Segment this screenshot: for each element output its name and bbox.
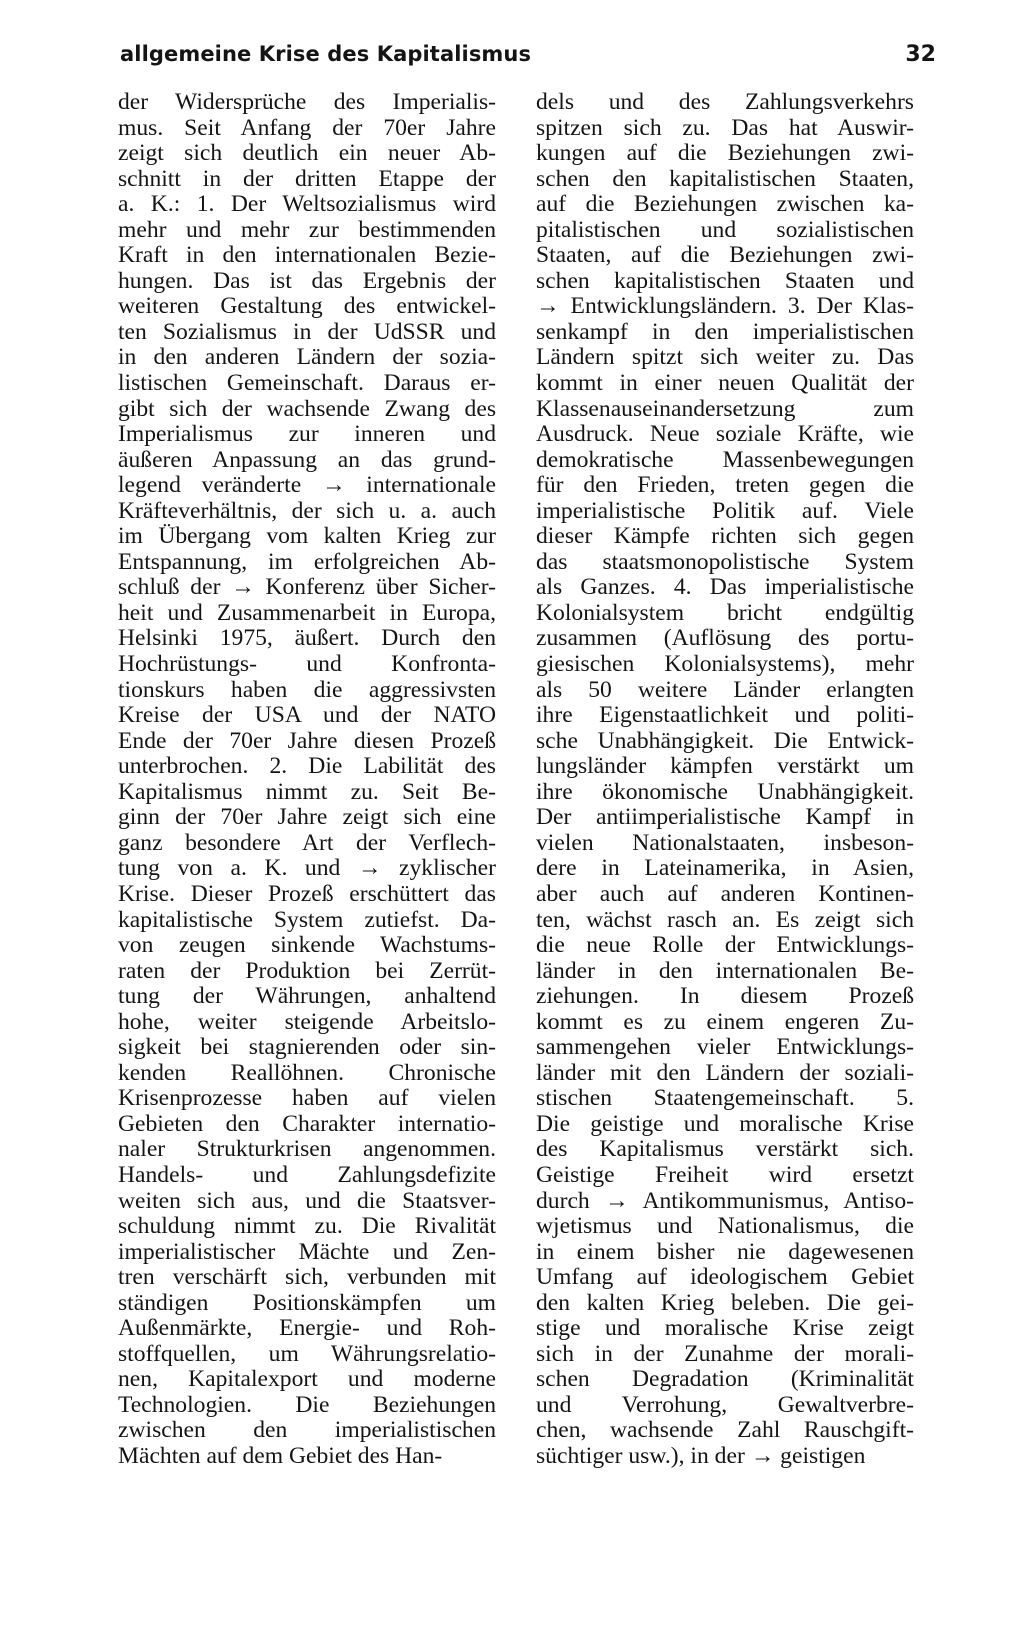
page-number: 32	[905, 42, 936, 67]
text-line: äußeren Anpassung an das grund-	[118, 446, 496, 473]
text-line: spitzen sich zu. Das hat Auswir-	[536, 114, 914, 141]
text-line: kapitalistische System zutiefst. Da-	[118, 906, 496, 933]
text-line: Ausdruck. Neue soziale Kräfte, wie	[536, 421, 914, 448]
text-line: ginn der 70er Jahre zeigt sich eine	[118, 804, 496, 831]
text-line: Staaten, auf die Beziehungen zwi-	[536, 242, 914, 269]
text-line: sich in der Zunahme der morali-	[536, 1340, 914, 1367]
text-line: Imperialismus zur inneren und	[118, 421, 496, 448]
text-line: Entspannung, im erfolgreichen Ab-	[118, 548, 496, 575]
text-line: schen den kapitalistischen Staaten,	[536, 165, 914, 192]
text-line: Gebieten den Charakter internatio-	[118, 1110, 496, 1137]
text-line: der Widersprüche des Imperialis-	[118, 89, 496, 115]
text-line: zusammen (Auflösung des portu-	[536, 625, 914, 652]
text-line: Kräfteverhältnis, der sich u. a. auch	[118, 497, 496, 524]
text-line: die neue Rolle der Entwicklungs-	[536, 932, 914, 959]
text-line: imperialistische Politik auf. Viele	[536, 497, 914, 524]
text-line: Krise. Dieser Prozeß erschüttert das	[118, 880, 496, 907]
text-line: hohe, weiter steigende Arbeitslo-	[118, 1008, 496, 1035]
text-line: schluß der → Konferenz über Sicher-	[118, 574, 496, 601]
text-line: als Ganzes. 4. Das imperialistische	[536, 574, 914, 601]
text-line: ihre ökonomische Unabhängigkeit.	[536, 778, 914, 805]
text-line: kommt es zu einem engeren Zu-	[536, 1008, 914, 1035]
text-line: dels und des Zahlungsverkehrs	[536, 89, 914, 115]
text-line: Mächten auf dem Gebiet des Han-	[118, 1442, 443, 1469]
text-line: tung von a. K. und → zyklischer	[118, 855, 496, 882]
text-line: stige und moralische Krise zeigt	[536, 1315, 914, 1342]
text-line: schnitt in der dritten Etappe der	[118, 165, 496, 192]
text-line: und Verrohung, Gewaltverbre-	[536, 1391, 914, 1418]
text-line: demokratische Massenbewegungen	[536, 446, 914, 473]
text-line: tung der Währungen, anhaltend	[118, 983, 496, 1010]
text-line: Kreise der USA und der NATO	[118, 702, 496, 729]
text-line: in einem bisher nie dagewesenen	[536, 1238, 914, 1265]
text-line: ständigen Positionskämpfen um	[118, 1289, 496, 1316]
text-line: mus. Seit Anfang der 70er Jahre	[118, 114, 496, 141]
text-line: des Kapitalismus verstärkt sich.	[536, 1136, 914, 1163]
text-column-left	[118, 90, 496, 1470]
text-line: imperialistischer Mächte und Zen-	[118, 1238, 496, 1265]
text-line: auf die Beziehungen zwischen ka-	[536, 191, 914, 218]
text-line: Technologien. Die Beziehungen	[118, 1391, 496, 1418]
text-line: schen kapitalistischen Staaten und	[536, 267, 914, 294]
text-line: als 50 weitere Länder erlangten	[536, 676, 914, 703]
text-line: zeigt sich deutlich ein neuer Ab-	[118, 140, 496, 167]
text-line: Krisenprozesse haben auf vielen	[118, 1085, 496, 1112]
text-line: stischen Staatengemeinschaft. 5.	[536, 1085, 914, 1112]
text-line: unterbrochen. 2. Die Labilität des	[118, 753, 496, 780]
text-line: giesischen Kolonialsystems), mehr	[536, 651, 914, 678]
text-line: → Entwicklungsländern. 3. Der Klas-	[536, 293, 914, 320]
text-line: mehr und mehr zur bestimmenden	[118, 216, 496, 243]
text-line: Handels- und Zahlungsdefizite	[118, 1161, 496, 1188]
text-line: naler Strukturkrisen angenommen.	[118, 1136, 496, 1163]
text-line: wjetismus und Nationalismus, die	[536, 1213, 914, 1240]
text-line: a. K.: 1. Der Weltsozialismus wird	[118, 191, 496, 218]
text-line: senkampf in den imperialistischen	[536, 318, 914, 345]
text-line: hungen. Das ist das Ergebnis der	[118, 267, 496, 294]
text-line: Die geistige und moralische Krise	[536, 1110, 914, 1137]
text-line: Ländern spitzt sich weiter zu. Das	[536, 344, 914, 371]
text-line: pitalistischen und sozialistischen	[536, 216, 914, 243]
text-line: durch → Antikommunismus, Antiso-	[536, 1187, 914, 1214]
text-line: Außenmärkte, Energie- und Roh-	[118, 1315, 496, 1342]
text-line: nen, Kapitalexport und moderne	[118, 1366, 496, 1393]
text-line: kommt in einer neuen Qualität der	[536, 370, 914, 397]
text-line: Klassenauseinandersetzung zum	[536, 395, 914, 422]
text-line: in den anderen Ländern der sozia-	[118, 344, 496, 371]
text-line: Helsinki 1975, äußert. Durch den	[118, 625, 496, 652]
text-line: weiteren Gestaltung des entwickel-	[118, 293, 496, 320]
text-line: legend veränderte → internationale	[118, 472, 496, 499]
text-line: Kraft in den internationalen Bezie-	[118, 242, 496, 269]
running-head: allgemeine Krise des Kapitalismus	[120, 42, 532, 66]
text-line: Umfang auf ideologischem Gebiet	[536, 1264, 914, 1291]
text-line: für den Frieden, treten gegen die	[536, 472, 914, 499]
text-line: sammengehen vieler Entwicklungs-	[536, 1034, 914, 1061]
text-line: vielen Nationalstaaten, insbeson-	[536, 829, 914, 856]
text-line: süchtiger usw.), in der → geistigen	[536, 1442, 866, 1469]
text-line: im Übergang vom kalten Krieg zur	[118, 523, 496, 550]
text-line: kungen auf die Beziehungen zwi-	[536, 140, 914, 167]
text-line: listischen Gemeinschaft. Daraus er-	[118, 370, 496, 397]
text-line: ten Sozialismus in der UdSSR und	[118, 318, 496, 345]
text-line: schuldung nimmt zu. Die Rivalität	[118, 1213, 496, 1240]
text-line: den kalten Krieg beleben. Die gei-	[536, 1289, 914, 1316]
text-line: Ende der 70er Jahre diesen Prozeß	[118, 727, 496, 754]
text-line: ziehungen. In diesem Prozeß	[536, 983, 914, 1010]
text-line: sigkeit bei stagnierenden oder sin-	[118, 1034, 496, 1061]
text-line: lungsländer kämpfen verstärkt um	[536, 753, 914, 780]
text-line: Der antiimperialistische Kampf in	[536, 804, 914, 831]
text-line: sche Unabhängigkeit. Die Entwick-	[536, 727, 914, 754]
text-line: Geistige Freiheit wird ersetzt	[536, 1161, 914, 1188]
text-line: kenden Reallöhnen. Chronische	[118, 1059, 496, 1086]
text-line: raten der Produktion bei Zerrüt-	[118, 957, 496, 984]
text-line: Kapitalismus nimmt zu. Seit Be-	[118, 778, 496, 805]
text-line: gibt sich der wachsende Zwang des	[118, 395, 496, 422]
text-line: länder in den internationalen Be-	[536, 957, 914, 984]
text-line: dere in Lateinamerika, in Asien,	[536, 855, 914, 882]
text-line: aber auch auf anderen Kontinen-	[536, 880, 914, 907]
text-line: heit und Zusammenarbeit in Europa,	[118, 599, 496, 626]
text-column-right	[536, 90, 914, 1470]
text-line: weiten sich aus, und die Staatsver-	[118, 1187, 496, 1214]
text-line: schen Degradation (Kriminalität	[536, 1366, 914, 1393]
text-line: dieser Kämpfe richten sich gegen	[536, 523, 914, 550]
text-line: tren verschärft sich, verbunden mit	[118, 1264, 496, 1291]
page-header	[120, 42, 936, 76]
text-line: Kolonialsystem bricht endgültig	[536, 599, 914, 626]
text-line: länder mit den Ländern der soziali-	[536, 1059, 914, 1086]
text-line: das staatsmonopolistische System	[536, 548, 914, 575]
text-line: ganz besondere Art der Verflech-	[118, 829, 496, 856]
text-line: zwischen den imperialistischen	[118, 1417, 496, 1444]
text-line: ten, wächst rasch an. Es zeigt sich	[536, 906, 914, 933]
text-line: tionskurs haben die aggressivsten	[118, 676, 496, 703]
text-line: stoffquellen, um Währungsrelatio-	[118, 1340, 496, 1367]
text-line: Hochrüstungs- und Konfronta-	[118, 651, 496, 678]
text-line: chen, wachsende Zahl Rauschgift-	[536, 1417, 914, 1444]
text-line: ihre Eigenstaatlichkeit und politi-	[536, 702, 914, 729]
text-line: von zeugen sinkende Wachstums-	[118, 932, 496, 959]
